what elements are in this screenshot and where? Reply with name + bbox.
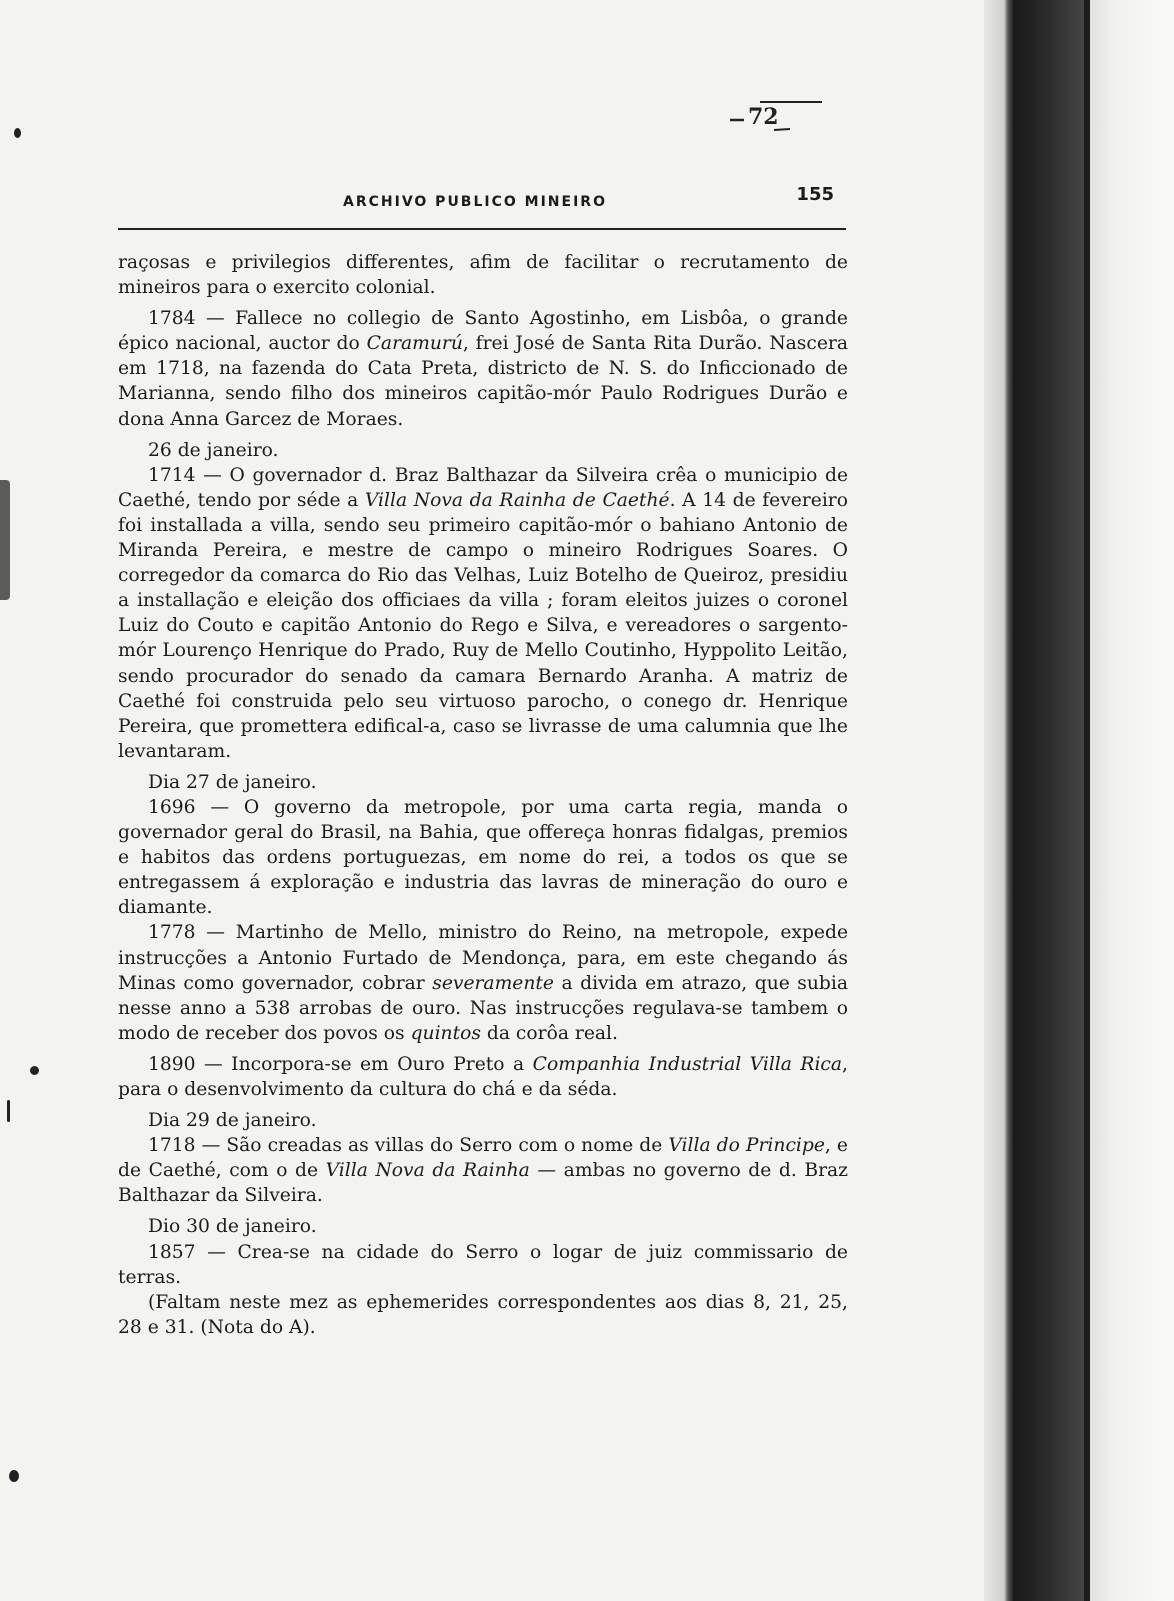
- date-heading: Dia 29 de janeiro.: [148, 1110, 317, 1132]
- running-header-title: ARCHIVO PUBLICO MINEIRO: [343, 194, 607, 210]
- author-note: (Faltam neste mez as ephemerides correspondentes aos dias 8, 21, 25, 28 e 31. (Nota do A).: [118, 1291, 848, 1338]
- paragraph-continuation: raçosas e privilegios differentes, afim de facilitar o recrutamento de mineiros para o exercito colonial.: [118, 252, 848, 299]
- book-fold-shadow: [1084, 0, 1090, 1601]
- entry-1778: 1778 — Martinho de Mello, ministro do Reino, na metropole, expede instrucções a Antonio Furtado de Mendonça, para, em este chegando ás Minas como governador, cobrar severamente a divida em atrazo, que subia nesse anno a 538 arrobas de ouro. Nas instrucções regulava-se tambem o modo de receber dos povos os quintos da corôa real.: [118, 922, 848, 1044]
- running-header: [118, 180, 846, 240]
- book-page-edge: [984, 0, 1174, 1601]
- date-heading: Dio 30 de janeiro.: [148, 1216, 317, 1238]
- entry-1784: 1784 — Fallece no collegio de Santo Agostinho, em Lisbôa, o grande épico nacional, auctor do Caramurú, frei José de Santa Rita Durão. Nascera em 1718, na fazenda do Cata Preta, districto de N. S. do Inficcionado de Marianna, sendo filho dos mineiros capitão-mór Paulo Rodrigues Durão e dona Anna Garcez de Moraes.: [118, 308, 848, 430]
- handwritten-page-mark: [730, 88, 825, 133]
- entry-1714: 1714 — O governador d. Braz Balthazar da Silveira crêa o municipio de Caethé, tendo por séde a Villa Nova da Rainha de Caethé. A 14 de fevereiro foi installada a villa, sendo seu primeiro capitão-mór o bahiano Antonio de Miranda Pereira, e mestre de campo o mineiro Rodrigues Soares. O corregedor da comarca do Rio das Velhas, Luiz Botelho de Queiroz, presidiu a installação e eleição dos officiaes da villa ; foram eleitos juizes o coronel Luiz do Couto e capitão Antonio do Rego e Silva, e vereadores o sargento-mór Lourenço Henrique do Prado, Ruy de Mello Coutinho, Hyppolito Leitão, sendo procurador do senado da camara Bernardo Aranha. A matriz de Caethé foi construida pelo seu virtuoso parocho, o conego dr. Henrique Pereira, que promettera edifical-a, caso se livrasse de uma calumnia que lhe levantaram.: [118, 464, 848, 762]
- page-number: 155: [796, 184, 834, 205]
- ink-speck: [14, 128, 21, 138]
- entry-1718: 1718 — São creadas as villas do Serro com o nome de Villa do Principe, e de Caethé, com o de Villa Nova da Rainha — ambas no governo de d. Braz Balthazar da Silveira.: [118, 1135, 849, 1207]
- date-heading: 26 de janeiro.: [148, 439, 279, 461]
- ink-speck: [30, 1066, 39, 1075]
- ink-speck: [7, 1100, 10, 1122]
- header-rule: [118, 228, 846, 230]
- entry-1696: 1696 — O governo da metropole, por uma carta regia, manda o governador geral do Brasil, na Bahia, que offereça honras fidalgas, premios e habitos das ordens portuguezas, em nome do rei, a todos os que se entregassem á exploração e industria das lavras de mineração do ouro e diamante.: [118, 796, 848, 919]
- svg-text:72: 72: [748, 104, 779, 130]
- entry-1857: 1857 — Crea-se na cidade do Serro o logar de juiz commissario de terras.: [118, 1241, 848, 1288]
- date-heading: Dia 27 de janeiro.: [148, 771, 317, 793]
- left-margin-shadow: [0, 480, 10, 600]
- entry-1890: 1890 — Incorpora-se em Ouro Preto a Companhia Industrial Villa Rica, para o desenvolvimento da cultura do chá e da séda.: [118, 1053, 848, 1100]
- ink-speck: [9, 1470, 19, 1482]
- body-text: [118, 250, 848, 1340]
